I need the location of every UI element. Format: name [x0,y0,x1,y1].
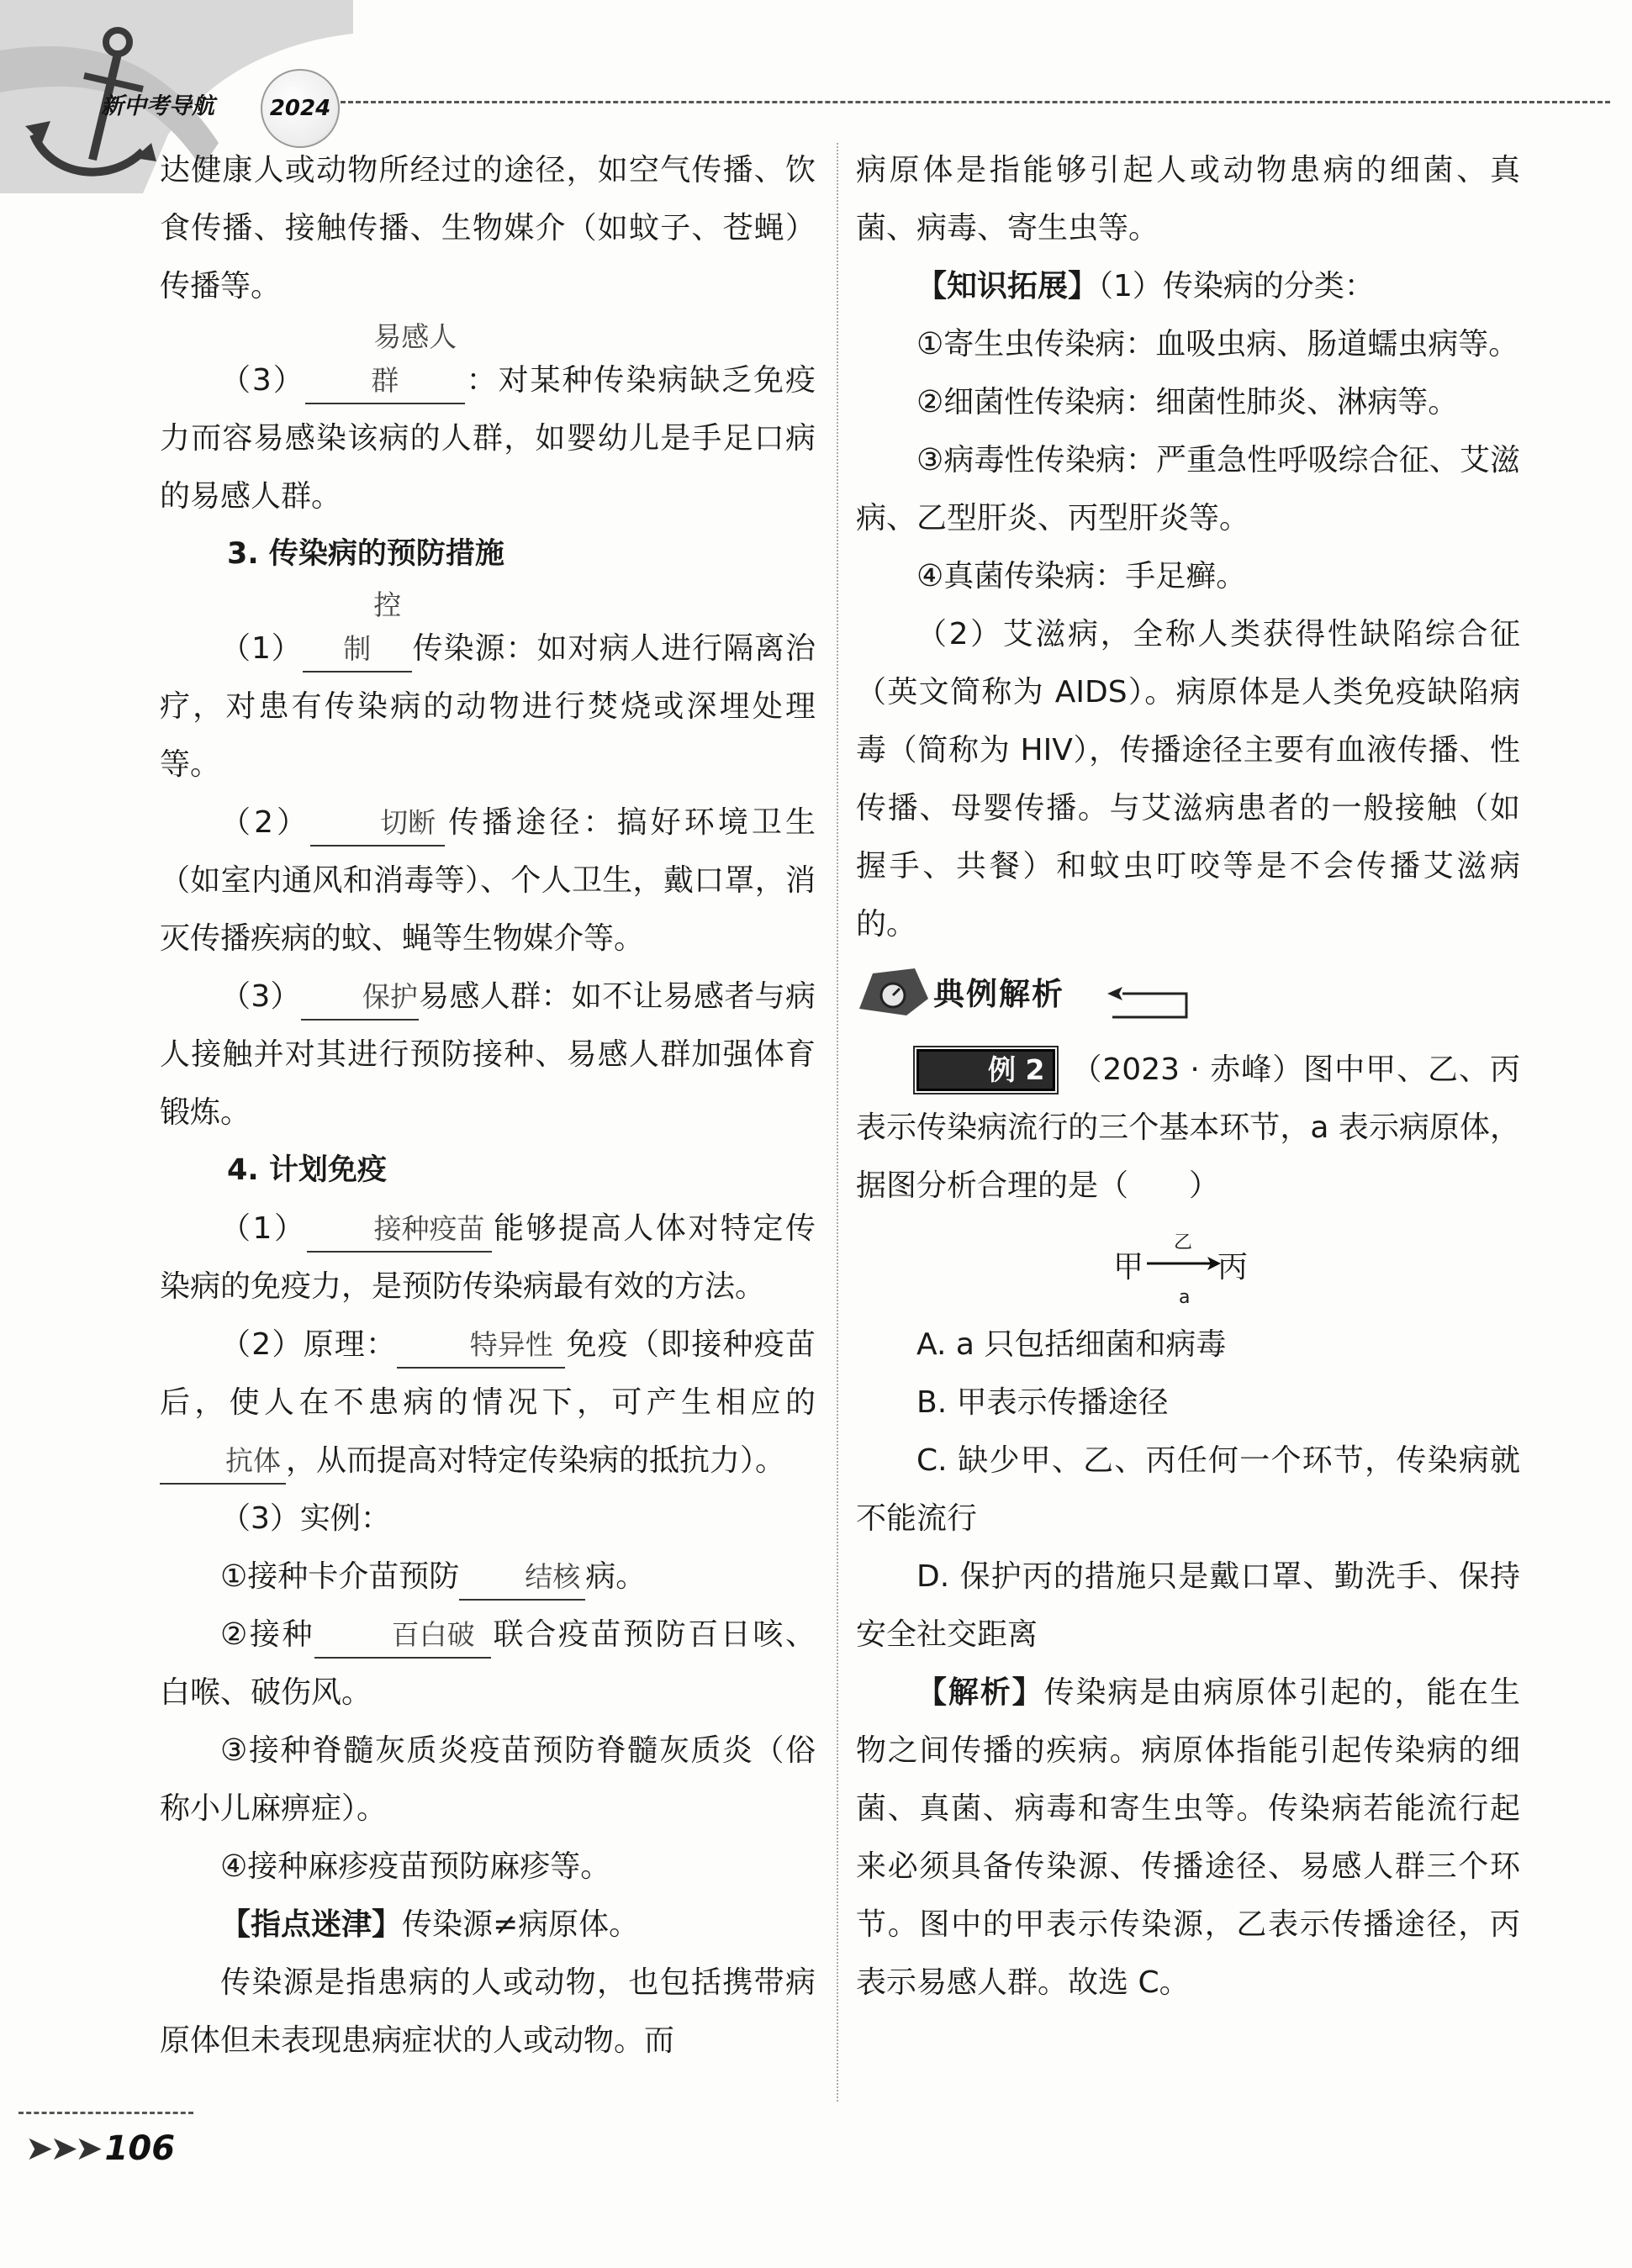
text-paragraph [160,1316,816,1490]
text-paragraph: ③病毒性传染病：严重急性呼吸综合征、艾滋病、乙型肝炎、丙型肝炎等。 [856,443,1520,535]
item-text: 传染源≠病原体。 [402,1907,640,1942]
section-title: 典例解析 [933,976,1064,1012]
page-number [25,2129,175,2168]
text-paragraph: ①寄生虫传染病：血吸虫病、肠道蠕虫病等。 [916,327,1519,361]
column-divider [837,143,838,2102]
item-text: ②接种 [220,1617,315,1652]
fill-blank-answer: 切断 [310,801,445,847]
item-number: （2） [220,805,311,840]
item-text: ①接种卡介苗预防 [220,1559,460,1594]
text-paragraph [160,1896,816,1954]
page-number-value: 106 [104,2129,176,2168]
example-badge: 例 2 [916,1049,1055,1091]
option-d: D. 保护丙的措施只是戴口罩、勤洗手、保持安全社交距离 [856,1559,1520,1652]
text-paragraph: （2）艾滋病，全称人类获得性缺陷综合征（英文简称为 AIDS）。病原体是人类免疫缺陷病毒（简称为 HIV），传播途径主要有血液传播、性传播、母婴传播。与艾滋病患者的一般接触（如握手、共餐）和蚊虫叮咬等是不会传播艾滋病的。 [856,617,1520,941]
fill-blank-answer: 结核 [459,1555,585,1601]
text-paragraph [160,968,816,1142]
item-text: （1）传染病的分类： [1098,269,1375,303]
item-number: （3） [220,979,301,1014]
left-column [160,141,816,2070]
item-text: 免疫（即接种疫苗后，使人在不患病的情况下，可产生相应的 [160,1327,816,1420]
section-header-examples [856,958,1520,1027]
fill-blank-answer: 控制 [303,583,412,672]
chevrons-icon: ➤➤➤ [25,2129,100,2168]
fill-blank-answer: 特异性 [397,1323,565,1369]
item-text: 传染源：如对病人进行隔离治疗，对患有传染病的动物进行焚烧或深埋处理等。 [160,631,816,782]
text-paragraph [856,257,1520,315]
item-text: 能够提高人体对特定传染病的免疫力，是预防传染病最有效的方法。 [160,1211,816,1304]
question-text: （2023 · 赤峰）图中甲、乙、丙表示传染病流行的三个基本环节，a 表示病原体，据图分析合理的是（ ） [856,1052,1520,1203]
year-badge: 2024 [261,69,340,148]
section-heading: 3. 传染病的预防措施 [227,537,504,571]
option-a: A. a 只包括细菌和病毒 [916,1327,1227,1362]
text-paragraph [160,583,816,794]
text-paragraph: ③接种脊髓灰质炎疫苗预防脊髓灰质炎（俗称小儿麻痹症）。 [160,1733,816,1826]
text-paragraph [160,1606,816,1722]
item-number: （3） [220,363,305,398]
item-number: （1） [220,631,303,666]
text-paragraph: ④真菌传染病：手足癣。 [916,559,1247,593]
fill-blank-answer: 易感人群 [305,315,465,404]
text-paragraph: （3）实例： [220,1501,391,1536]
item-text: ，从而提高对特定传染病的抵抗力）。 [286,1443,786,1478]
footer-dashed-rule [18,2112,193,2114]
section-heading: 4. 计划免疫 [227,1153,387,1187]
option-c: C. 缺少甲、乙、丙任何一个环节，传染病就不能流行 [856,1443,1520,1536]
text-paragraph [160,1200,816,1316]
tip-tag: 【指点迷津】 [220,1907,403,1942]
item-text: 传播途径：搞好环境卫生（如室内通风和消毒等）、个人卫生，戴口罩，消灭传播疾病的蚊、蝇等生物媒介等。 [160,805,816,956]
text-paragraph: 病原体是指能够引起人或动物患病的细菌、真菌、病毒、寄生虫等。 [856,153,1520,245]
arrow-left-icon [1104,977,1188,1021]
fill-blank-answer: 保护 [301,975,419,1021]
diagram-label-yi: 乙 [1174,1232,1193,1253]
item-text: 易感人群：如不让易感者与病人接触并对其进行预防接种、易感人群加强体育锻炼。 [160,979,816,1130]
item-text: 病。 [585,1559,647,1594]
option-b: B. 甲表示传播途径 [916,1385,1169,1420]
diagram-label-a: a [1179,1287,1191,1308]
right-column [856,141,1520,2012]
header-dashed-rule [341,101,1610,103]
example-question [856,1041,1520,1215]
text-paragraph: ②细菌性传染病：细菌性肺炎、淋病等。 [916,385,1459,419]
analysis-tag: 【解析】 [916,1675,1044,1710]
text-paragraph [160,315,816,525]
text-paragraph [160,794,816,968]
fill-blank-answer: 百白破 [314,1613,491,1659]
text-paragraph: 传染源是指患病的人或动物，也包括携带病原体但未表现患病症状的人或动物。而 [160,1965,816,2058]
transmission-diagram [856,1215,1520,1316]
item-number: （1） [220,1211,307,1246]
text-paragraph [160,1548,816,1606]
text-paragraph: 达健康人或动物所经过的途径，如空气传播、饮食传播、接触传播、生物媒介（如蚊子、苍蝇）传播等。 [160,153,816,303]
text-paragraph: ④接种麻疹疫苗预防麻疹等。 [220,1849,611,1884]
diagram-node-jia: 甲 [1113,1250,1144,1284]
brand-title: 新中考导航 [101,93,214,119]
item-text: （2）原理： [220,1327,398,1362]
analysis-paragraph [856,1664,1520,2012]
arrow-right-icon [1147,1247,1223,1280]
compass-icon [856,965,932,1019]
analysis-text: 传染病是由病原体引起的，能在生物之间传播的疾病。病原体指能引起传染病的细菌、真菌、病毒和寄生虫等。传染病若能流行起来必须具备传染源、传播途径、易感人群三个环节。图中的甲表示传染源，乙表示传播途径，丙表示易感人群。故选 C。 [856,1675,1520,2000]
item-text: 联合疫苗预防百日咳、白喉、破伤风。 [160,1617,816,1710]
fill-blank-answer: 接种疫苗 [307,1207,492,1253]
diagram-node-bing: 丙 [1217,1250,1249,1284]
extension-tag: 【知识拓展】 [916,269,1099,303]
fill-blank-answer: 抗体 [160,1439,286,1485]
item-text: ：对某种传染病缺乏免疫力而容易感染该病的人群，如婴幼儿是手足口病的易感人群。 [160,363,816,514]
